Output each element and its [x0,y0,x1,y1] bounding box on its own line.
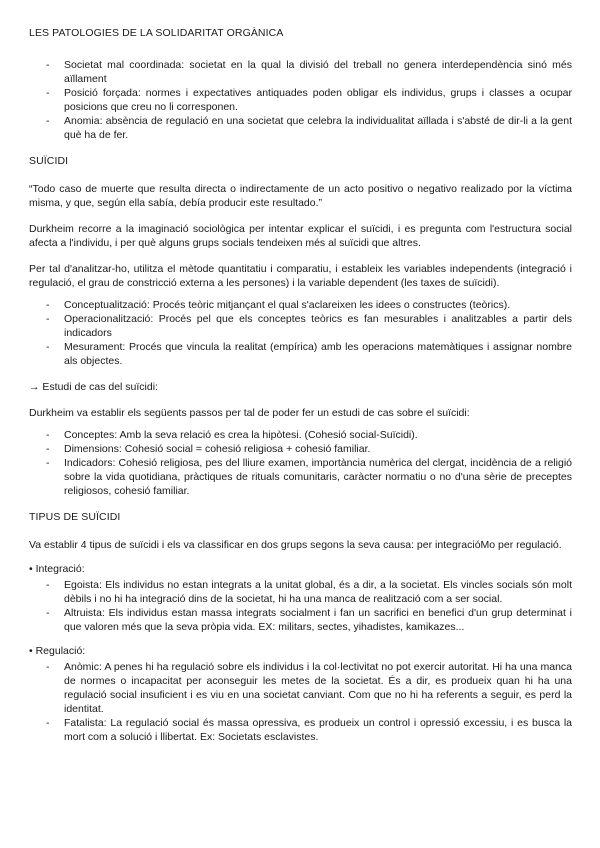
list-item: - Egoista: Els individus no estan integrats a la unitat global, és a dir, a la societat. Els vincles socials són molt dèbils i no hi ha integració dins de la societat, hi ha una manca de realització com a ser social. [29,578,572,606]
list-item: - Dimensions: Cohesió social = cohesió religiosa + cohesió familiar. [29,442,572,456]
paragraph-durkheim-2: Per tal d'analitzar-ho, utilitza el mètode quantitatiu i comparatiu, i estableix les variables independents (integració i regulació, el grau de constricció externa a les persones) i la variable dependent (les taxes de suïcidi). [29,263,572,289]
patologies-list [29,58,572,142]
list-item: - Societat mal coordinada: societat en la qual la divisió del treball no genera interdependència sinó més aïllament [29,58,572,86]
list-item: - Anomia: absència de regulació en una societat que celebra la individualitat aïllada i s'absté de dir-li a la gent què ha de fer. [29,114,572,142]
list-item: - Mesurament: Procés que vincula la realitat (empírica) amb les operacions matemàtiques i assignar nombre als objectes. [29,340,572,368]
heading-patologies: LES PATOLOGIES DE LA SOLIDARITAT ORGÀNICA [29,27,284,39]
regulacio-list [29,660,572,744]
case-study-list [29,428,572,498]
integracio-list [29,578,572,634]
list-item: - Fatalista: La regulació social és massa opressiva, es produeix un control i opressió excessiu, i es busca la mort com a solució i llibertat. Ex: Societats esclavistes. [29,716,572,744]
list-item: - Indicadors: Cohesió religiosa, pes del lliure examen, importància numèrica del clergat, incidència de a religió sobre la vida quotidiana, pràctiques de rituals comunitaris, caràcter normatiu o no d'una sèrie de preceptes religiosos, cohesió familiar. [29,456,572,498]
heading-tipus: TIPUS DE SUÏCIDI [29,511,121,523]
regulacio-label: • Regulació: [29,645,86,657]
list-item: - Conceptualització: Procés teòric mitjançant el qual s'aclareixen les idees o constructes (teòrics). [29,298,572,312]
integracio-label: • Integració: [29,563,85,575]
case-study-intro: Durkheim va establir els següents passos per tal de poder fer un estudi de cas sobre el suïcidi: [29,407,470,419]
list-item: - Posició forçada: normes i expectatives antiquades poden obligar els individus, grups i classes a ocupar posicions que creu no li corresponen. [29,86,572,114]
heading-suicidi: SUÏCIDI [29,155,69,167]
list-item: - Operacionalització: Procés pel que els conceptes teòrics es fan mesurables i analitzables a partir dels indicadors [29,312,572,340]
list-item: - Altruista: Els individus estan massa integrats socialment i fan un sacrifici en benefici d'un grup determinat i que valoren més que la seva pròpia vida. EX: militars, sectes, yihadistes, kamikazes... [29,606,572,634]
tipus-intro: Va establir 4 tipus de suïcidi i els va classificar en dos grups segons la seva causa: per integracióMo per regulació. [29,539,562,551]
list-item: - Anòmic: A penes hi ha regulació sobre els individus i la col·lectivitat no pot exercir autoritat. Hi ha una manca de normes o incapacitat per aconseguir les metes de la societat. És a dir, es produeix quan hi ha una regulació social insuficient i es viu en una societat canviant. Com que no hi ha referents a seguir, es perd la identitat. [29,660,572,716]
case-study-heading: → Estudi de cas del suïcidi: [29,381,158,393]
quote-paragraph: “Todo caso de muerte que resulta directa o indirectamente de un acto positivo o negativo realizado por la víctima misma, y que, según ella sabía, debía producir este resultado.” [29,183,572,209]
list-item: - Conceptes: Amb la seva relació es crea la hipòtesi. (Cohesió social-Suïcidi). [29,428,572,442]
method-list [29,298,572,368]
paragraph-durkheim-1: Durkheim recorre a la imaginació sociològica per intentar explicar el suïcidi, i es pregunta com l'estructura social afecta a l'individu, i per què alguns grups socials tendeixen més al suïcidi que altres. [29,223,572,249]
